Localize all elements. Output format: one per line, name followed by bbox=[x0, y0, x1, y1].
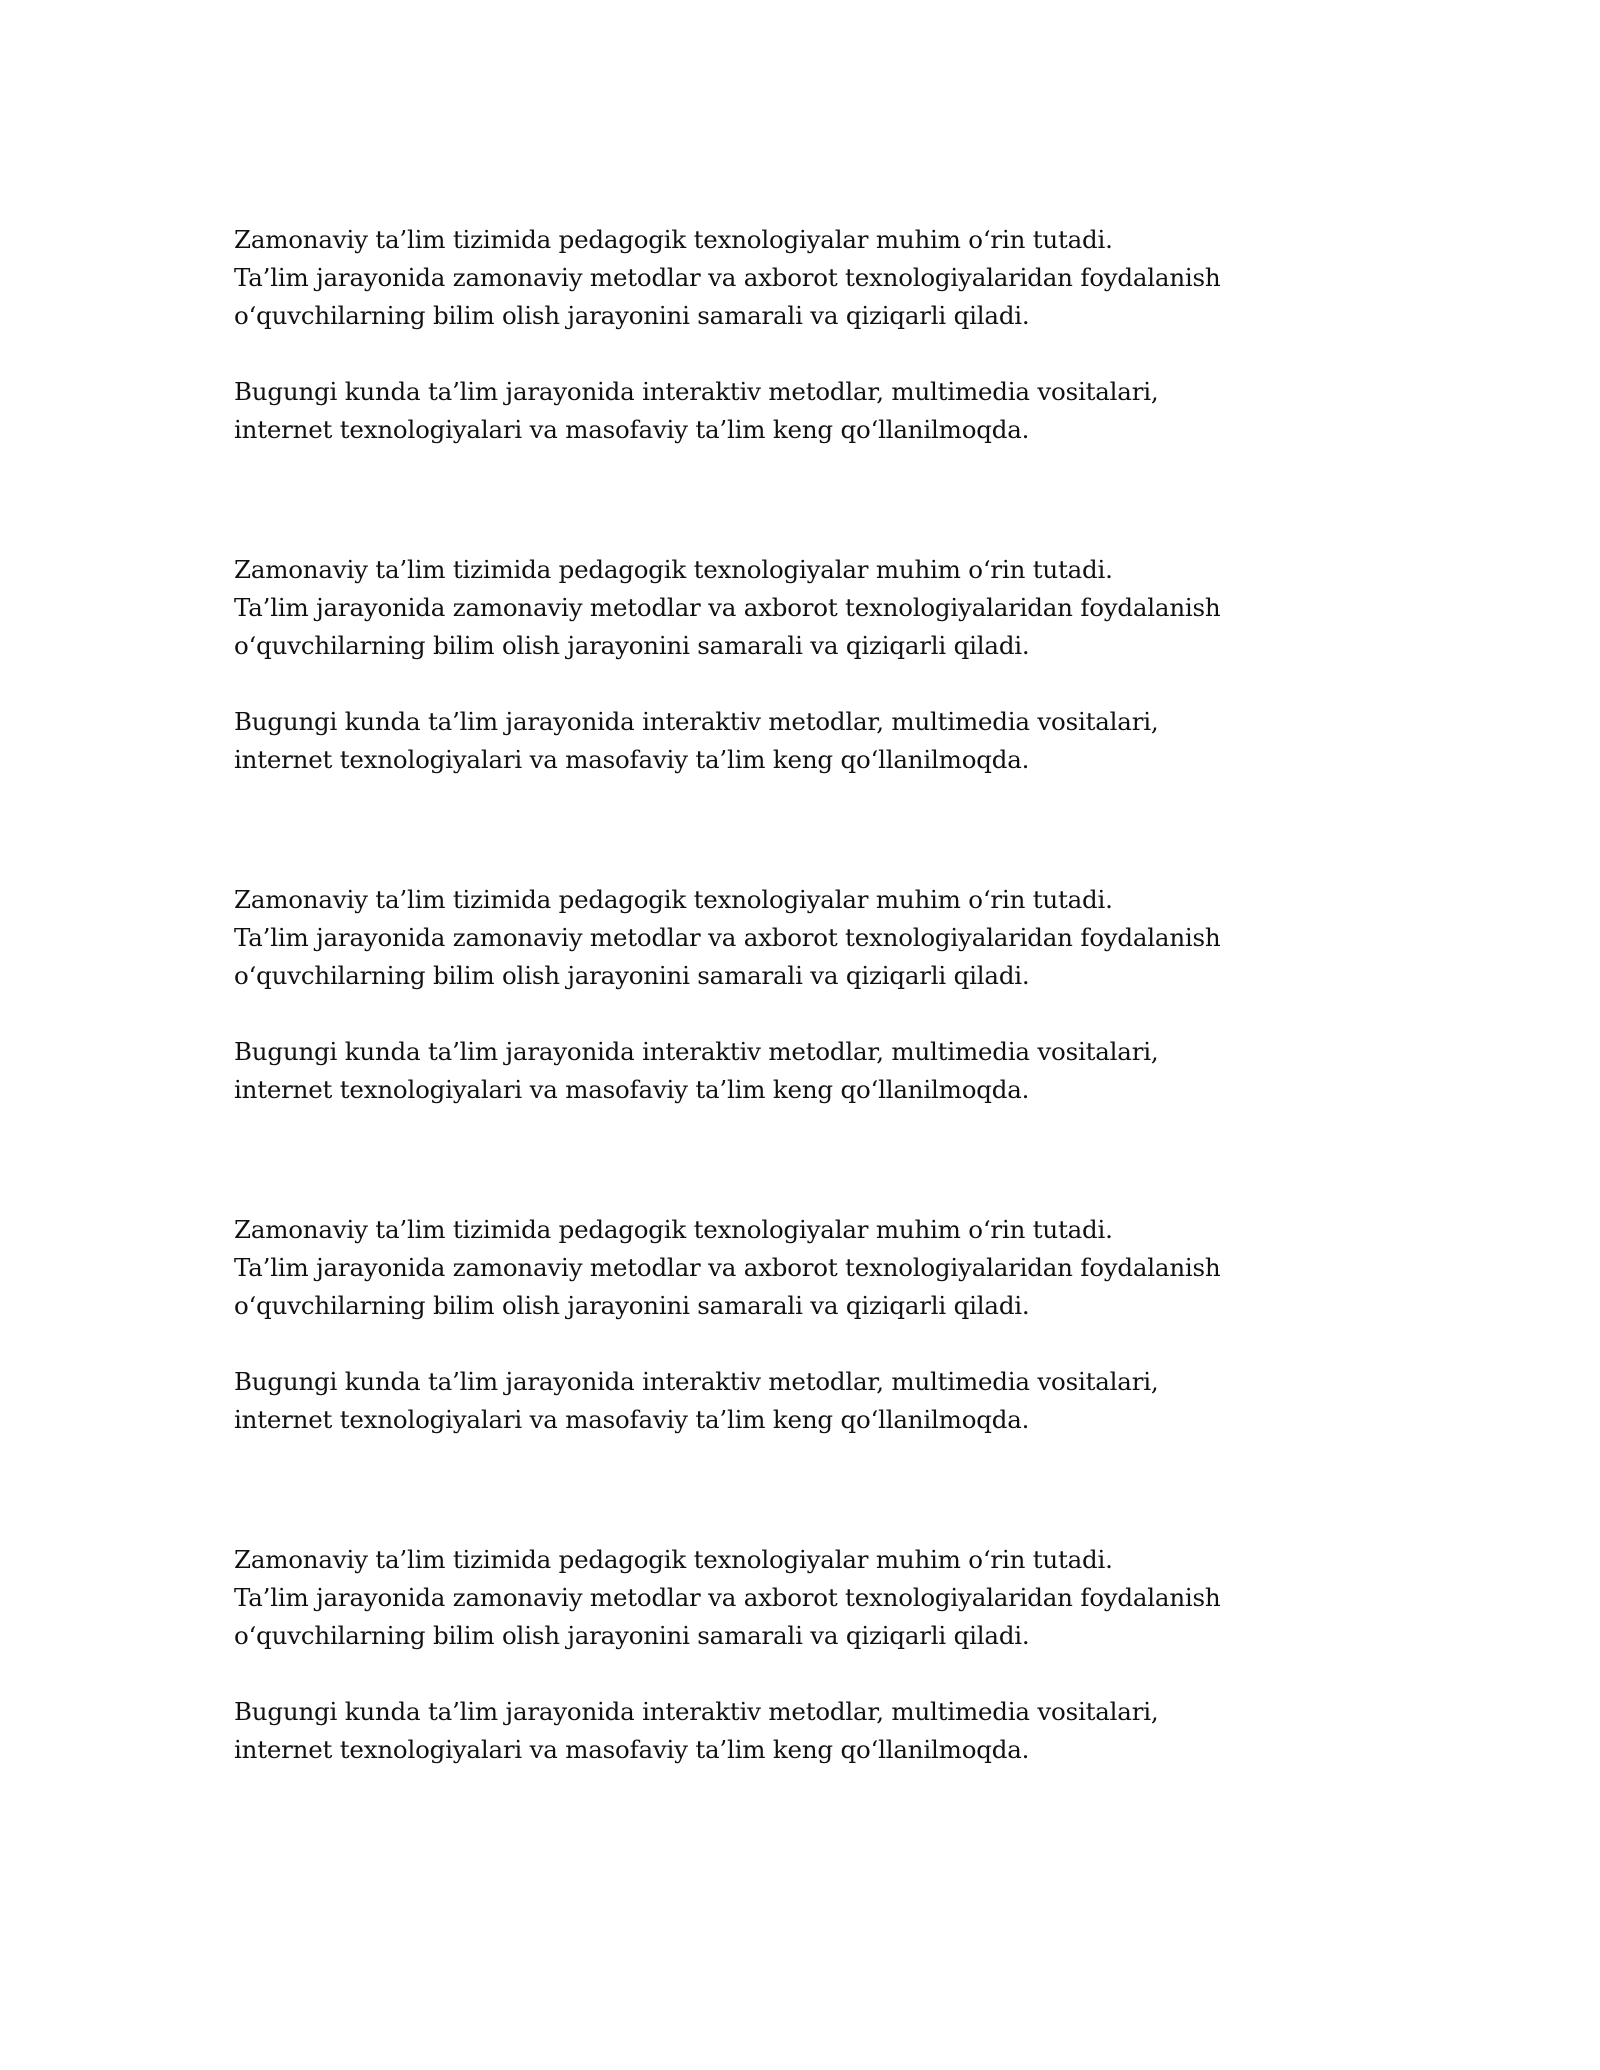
text-block-1 bbox=[234, 221, 1414, 551]
paragraph-methods bbox=[234, 1363, 1414, 1439]
text-line: Zamonaviy ta’lim tizimida pedagogik texnologiyalar muhim o‘rin tutadi. bbox=[234, 1545, 1113, 1574]
paragraph-intro bbox=[234, 1541, 1414, 1655]
paragraph-methods bbox=[234, 373, 1414, 449]
text-line: Zamonaviy ta’lim tizimida pedagogik texnologiyalar muhim o‘rin tutadi. bbox=[234, 1215, 1113, 1244]
text-line: Bugungi kunda ta’lim jarayonida interaktiv metodlar, multimedia vositalari, bbox=[234, 1367, 1159, 1396]
text-line: Bugungi kunda ta’lim jarayonida interaktiv metodlar, multimedia vositalari, bbox=[234, 1037, 1159, 1066]
text-line: internet texnologiyalari va masofaviy ta’lim keng qo‘llanilmoqda. bbox=[234, 1075, 1030, 1104]
paragraph-methods bbox=[234, 703, 1414, 779]
text-line: o‘quvchilarning bilim olish jarayonini samarali va qiziqarli qiladi. bbox=[234, 961, 1030, 990]
text-line: o‘quvchilarning bilim olish jarayonini samarali va qiziqarli qiladi. bbox=[234, 1621, 1030, 1650]
paragraph-methods bbox=[234, 1693, 1414, 1769]
text-line: Ta’lim jarayonida zamonaviy metodlar va axborot texnologiyalaridan foydalanish bbox=[234, 1583, 1221, 1612]
text-block-2 bbox=[234, 551, 1414, 881]
text-line: Zamonaviy ta’lim tizimida pedagogik texnologiyalar muhim o‘rin tutadi. bbox=[234, 555, 1113, 584]
text-block-4 bbox=[234, 1211, 1414, 1541]
text-line: Bugungi kunda ta’lim jarayonida interaktiv metodlar, multimedia vositalari, bbox=[234, 1697, 1159, 1726]
text-line: Ta’lim jarayonida zamonaviy metodlar va axborot texnologiyalaridan foydalanish bbox=[234, 593, 1221, 622]
paragraph-intro bbox=[234, 551, 1414, 665]
paragraph-intro bbox=[234, 881, 1414, 995]
text-line: Bugungi kunda ta’lim jarayonida interaktiv metodlar, multimedia vositalari, bbox=[234, 377, 1159, 406]
text-line: Ta’lim jarayonida zamonaviy metodlar va axborot texnologiyalaridan foydalanish bbox=[234, 263, 1221, 292]
text-line: Ta’lim jarayonida zamonaviy metodlar va axborot texnologiyalaridan foydalanish bbox=[234, 923, 1221, 952]
document-page bbox=[234, 221, 1414, 1871]
text-line: internet texnologiyalari va masofaviy ta’lim keng qo‘llanilmoqda. bbox=[234, 415, 1030, 444]
paragraph-intro bbox=[234, 221, 1414, 335]
paragraph-methods bbox=[234, 1033, 1414, 1109]
text-line: o‘quvchilarning bilim olish jarayonini samarali va qiziqarli qiladi. bbox=[234, 1291, 1030, 1320]
paragraph-intro bbox=[234, 1211, 1414, 1325]
text-line: internet texnologiyalari va masofaviy ta’lim keng qo‘llanilmoqda. bbox=[234, 745, 1030, 774]
text-line: internet texnologiyalari va masofaviy ta’lim keng qo‘llanilmoqda. bbox=[234, 1405, 1030, 1434]
text-block-5 bbox=[234, 1541, 1414, 1871]
text-line: Bugungi kunda ta’lim jarayonida interaktiv metodlar, multimedia vositalari, bbox=[234, 707, 1159, 736]
text-line: Zamonaviy ta’lim tizimida pedagogik texnologiyalar muhim o‘rin tutadi. bbox=[234, 885, 1113, 914]
text-line: o‘quvchilarning bilim olish jarayonini samarali va qiziqarli qiladi. bbox=[234, 301, 1030, 330]
text-block-3 bbox=[234, 881, 1414, 1211]
text-line: internet texnologiyalari va masofaviy ta’lim keng qo‘llanilmoqda. bbox=[234, 1735, 1030, 1764]
text-line: o‘quvchilarning bilim olish jarayonini samarali va qiziqarli qiladi. bbox=[234, 631, 1030, 660]
text-line: Zamonaviy ta’lim tizimida pedagogik texnologiyalar muhim o‘rin tutadi. bbox=[234, 225, 1113, 254]
text-line: Ta’lim jarayonida zamonaviy metodlar va axborot texnologiyalaridan foydalanish bbox=[234, 1253, 1221, 1282]
